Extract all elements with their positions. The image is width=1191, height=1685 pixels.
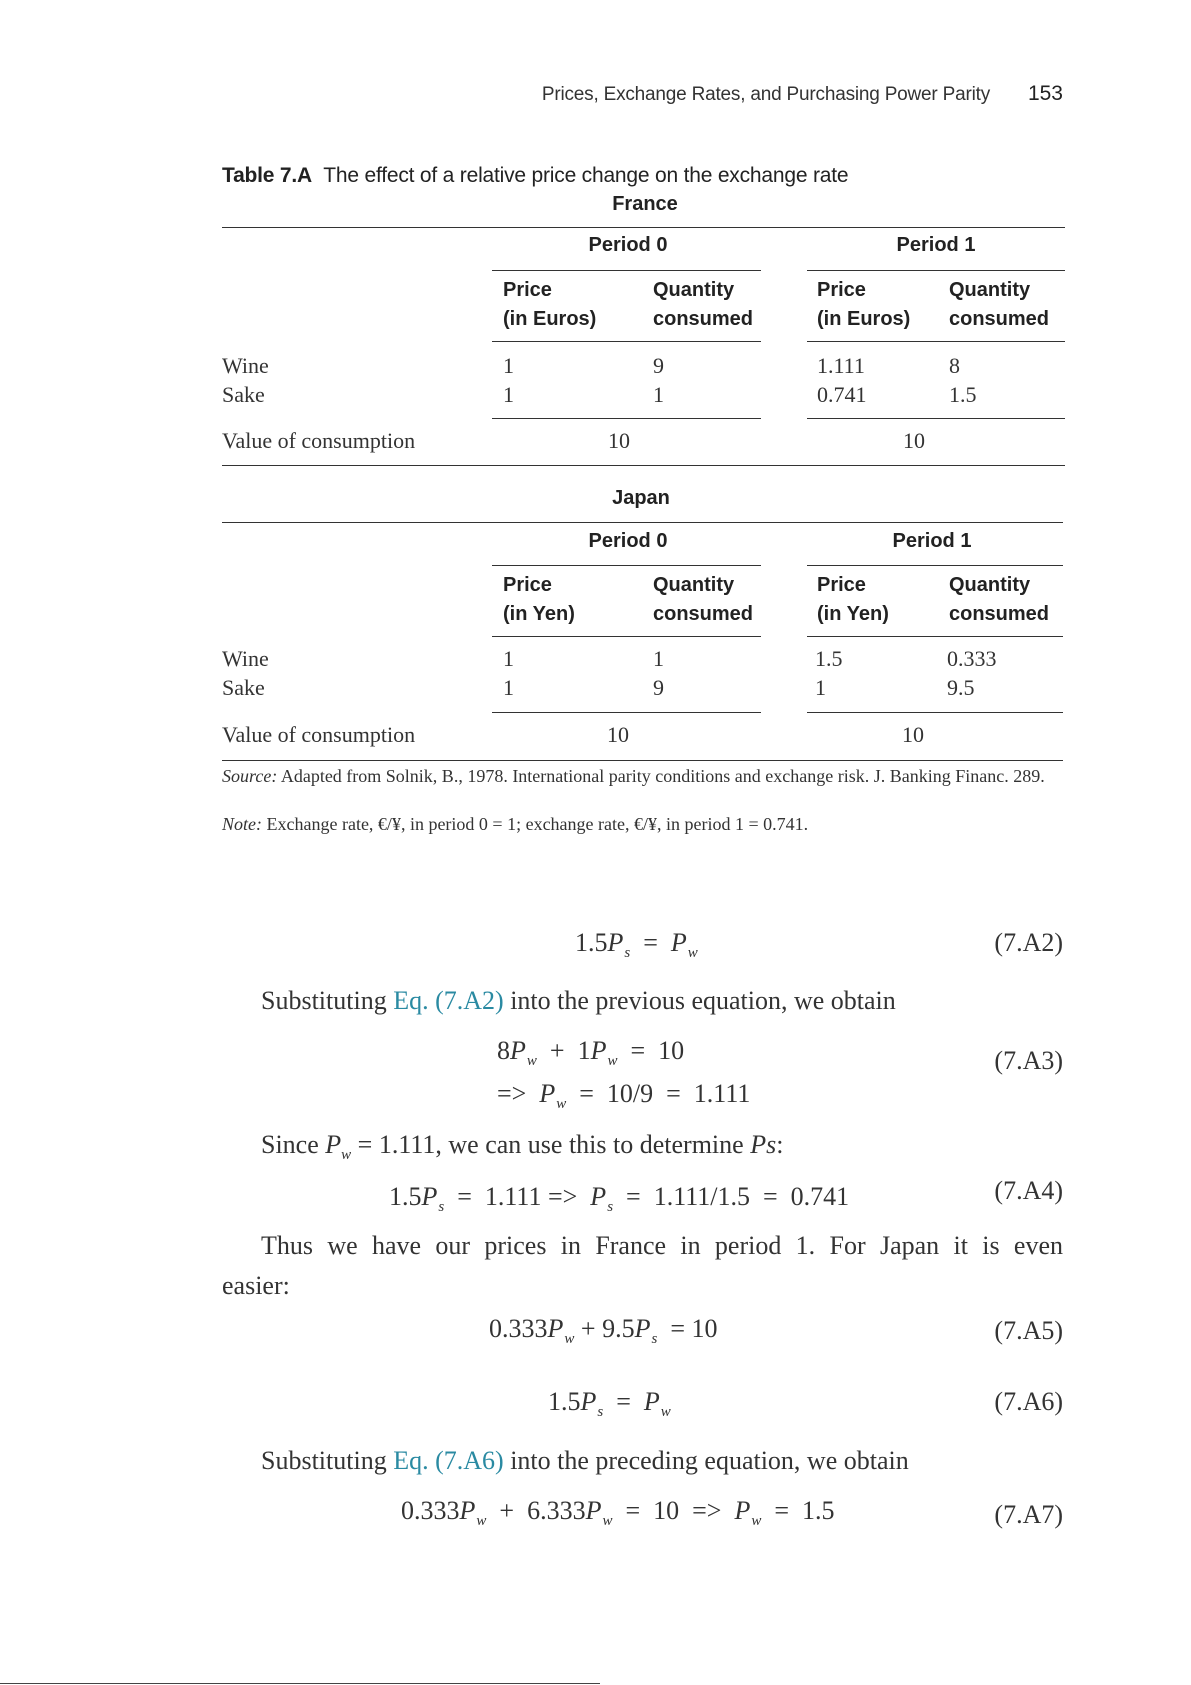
table-note: Note: Exchange rate, €/¥, in period 0 = 1; exchange rate, €/¥, in period 1 = 0.741.	[222, 814, 809, 834]
table-cell: 9 1	[653, 353, 664, 407]
table-rule	[222, 522, 1063, 523]
table-cell: 8 1.5	[949, 353, 977, 407]
paragraph: easier:	[222, 1271, 290, 1300]
table-value-cell: 10	[607, 722, 629, 747]
table-rule	[222, 465, 1065, 466]
france-p0-price-header: Price (in Euros)	[503, 279, 597, 330]
table-rule	[807, 636, 1063, 637]
equation-number: (7.A2)	[994, 928, 1063, 957]
table-source: Source: Adapted from Solnik, B., 1978. International parity conditions and exchange risk. J. Banking Financ. 289.	[222, 766, 1045, 786]
france-period1-header: Period 1	[896, 234, 976, 256]
japan-p1-qty-header: Quantity consumed	[949, 574, 1050, 625]
table-value-cell: 10	[903, 428, 925, 453]
table-rule	[222, 760, 1063, 761]
table-cell: 1.111 0.741	[817, 353, 867, 407]
japan-p1-price-header: Price (in Yen)	[817, 574, 889, 625]
table-rule	[222, 227, 1065, 228]
table-rule	[807, 712, 1063, 713]
france-period0-header: Period 0	[588, 234, 668, 256]
equation-number: (7.A4)	[994, 1176, 1063, 1205]
table-cell: 1.5 1	[815, 646, 843, 700]
equation-7a6: $1.5P_s = P_w$	[548, 1387, 671, 1420]
table-value-label: Value of consumption	[222, 428, 416, 453]
japan-period0-header: Period 0	[588, 530, 668, 552]
table-cell: 0.333 9.5	[947, 646, 997, 700]
table-rule	[807, 341, 1065, 342]
equation-7a2: $1.5P_s = P_w$	[575, 928, 698, 961]
paragraph: Substituting Eq. (7.A2) into the previous equation, we obtain	[261, 986, 896, 1015]
table-value-label: Value of consumption	[222, 722, 416, 747]
table-row-label: Wine Sake	[222, 646, 269, 700]
france-p1-price-header: Price (in Euros)	[817, 279, 911, 330]
equation-7a4: $1.5P_s = 1.111 => P_s = 1.111/1.5 = 0.741$	[389, 1182, 850, 1215]
equation-number: (7.A6)	[994, 1387, 1063, 1416]
equation-link[interactable]: Eq. (7.A6)	[393, 1446, 504, 1475]
table-rule	[492, 341, 761, 342]
table-rule	[807, 418, 1065, 419]
japan-p0-qty-header: Quantity consumed	[653, 574, 754, 625]
paragraph: Substituting Eq. (7.A6) into the preceding equation, we obtain	[261, 1446, 909, 1475]
table-cell: 1 1	[503, 646, 514, 700]
france-p1-qty-header: Quantity consumed	[949, 279, 1050, 330]
equation-7a5: $0.333P_w + 9.5P_s = 10$	[489, 1314, 718, 1347]
equation-link[interactable]: Eq. (7.A2)	[393, 986, 504, 1015]
table-caption-text: The effect of a relative price change on the exchange rate	[323, 164, 849, 187]
table-caption-label: Table 7.A	[222, 164, 313, 187]
table-row-label: Wine Sake	[222, 353, 269, 407]
table-rule	[492, 270, 761, 271]
table-value-cell: 10	[608, 428, 630, 453]
table-value-cell: 10	[902, 722, 924, 747]
table-rule	[492, 565, 761, 566]
equation-7a7: $0.333P_w + 6.333P_w = 10 => P_w = 1.5$	[401, 1496, 835, 1529]
equation-number: (7.A7)	[994, 1500, 1063, 1529]
equation-number: (7.A3)	[994, 1046, 1063, 1075]
table-rule	[492, 712, 761, 713]
paragraph: Since $P_w = 1.111$, we can use this to determine Ps:	[261, 1130, 784, 1163]
japan-period1-header: Period 1	[892, 530, 972, 552]
equation-7a3-line1: $8P_w + 1P_w = 10$	[497, 1036, 685, 1069]
table-rule	[492, 418, 761, 419]
table-france-title: France	[612, 193, 678, 215]
equation-number: (7.A5)	[994, 1316, 1063, 1345]
table-japan-title: Japan	[612, 487, 670, 509]
table-cell: 1 1	[503, 353, 514, 407]
japan-p0-price-header: Price (in Yen)	[503, 574, 575, 625]
paragraph: Thus we have our prices in France in period 1. For Japan it is even	[261, 1231, 1063, 1260]
table-rule	[807, 565, 1063, 566]
table-caption	[222, 164, 848, 188]
page-bottom-rule	[0, 1683, 600, 1684]
running-title: Prices, Exchange Rates, and Purchasing Power Parity	[541, 84, 990, 105]
table-rule	[807, 270, 1065, 271]
france-p0-qty-header: Quantity consumed	[653, 279, 754, 330]
page-number: 153	[1027, 82, 1063, 105]
equation-7a3-line2: => $P_w = 10/9 = 1.111$	[497, 1079, 751, 1112]
table-cell: 1 9	[653, 646, 664, 700]
table-rule	[492, 636, 761, 637]
